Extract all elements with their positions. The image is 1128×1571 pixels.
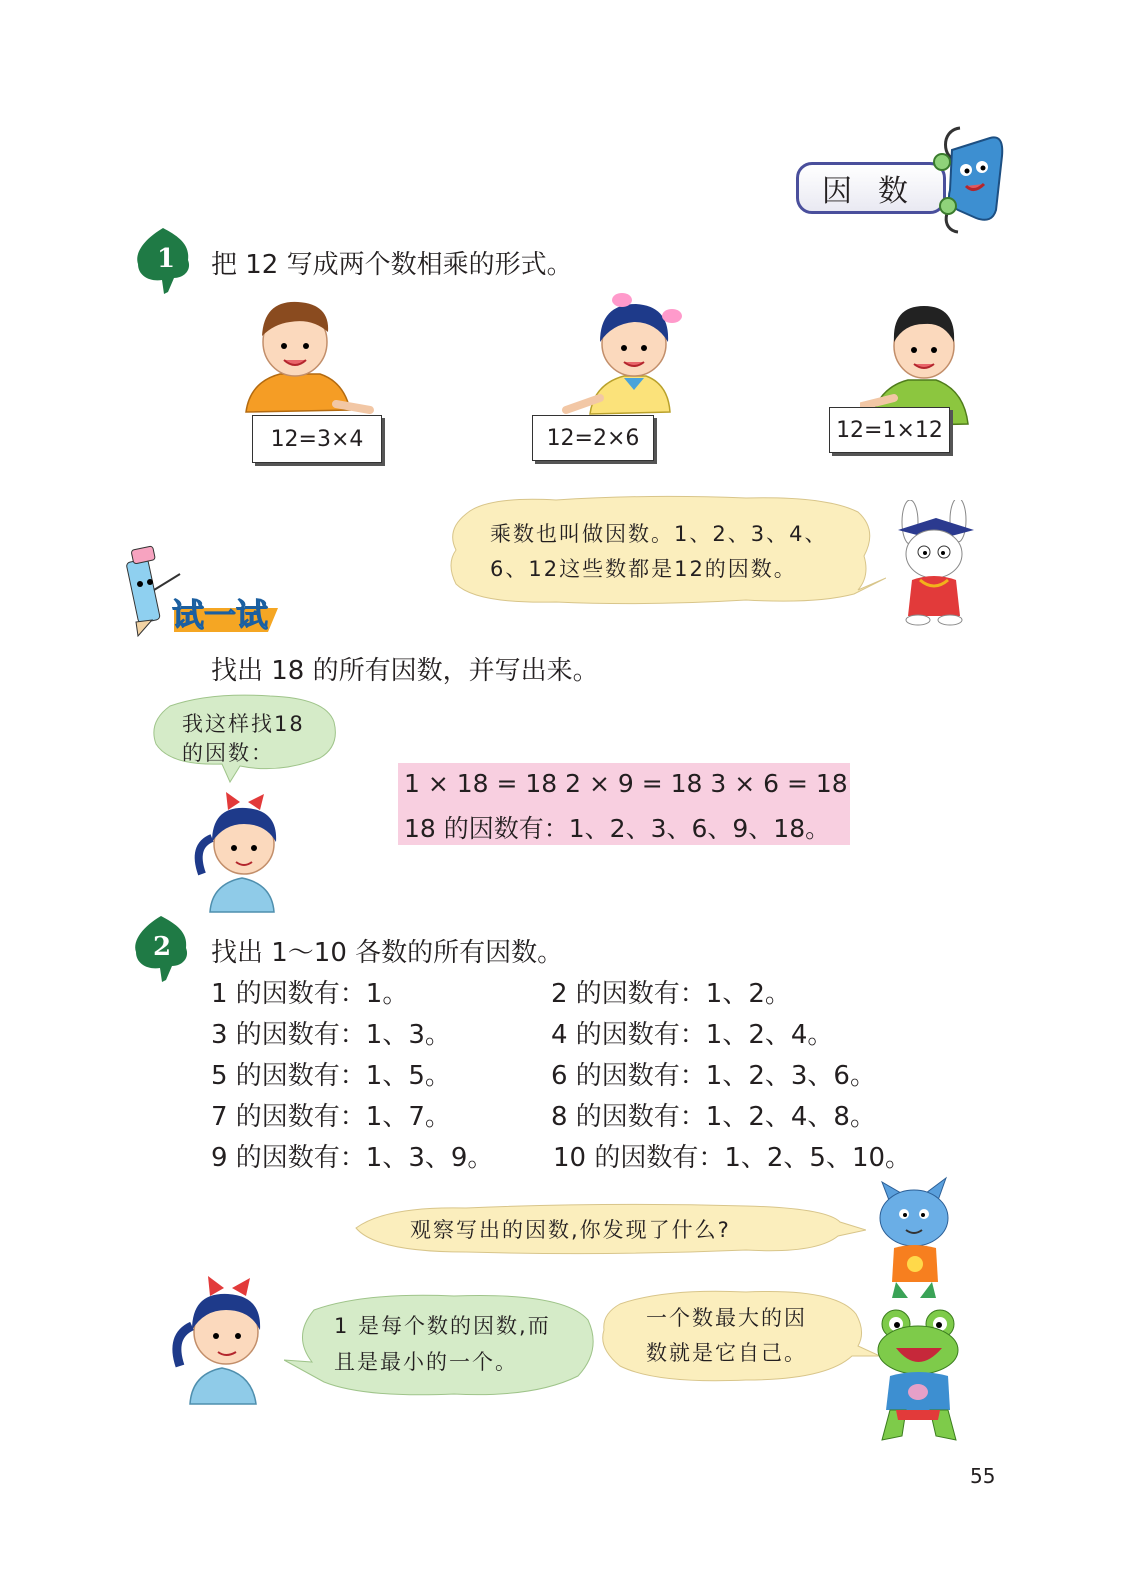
rabbit-teacher-icon xyxy=(884,500,984,630)
factor-line: 5 的因数有：1、5。 xyxy=(211,1061,451,1091)
example-prompt: 把 12 写成两个数相乘的形式。 xyxy=(211,250,573,280)
cat-bubble-text: 观察写出的因数,你发现了什么? xyxy=(410,1218,731,1242)
frog-mascot-icon xyxy=(866,1306,976,1446)
factor-line: 4 的因数有：1、2、4。 xyxy=(551,1020,834,1050)
work-equations: 1 × 18 = 18 2 × 9 = 18 3 × 6 = 18 xyxy=(404,769,848,798)
girl-figure-icon xyxy=(166,1270,278,1406)
page-title: 因数 xyxy=(822,174,934,209)
title-badge xyxy=(796,162,946,214)
rabbit-bubble-line: 乘数也叫做因数。1、2、3、4、 xyxy=(490,522,828,546)
girl-figure-icon xyxy=(186,788,296,914)
example-number: 2 xyxy=(153,932,172,962)
work-result: 18 的因数有：1、2、3、6、9、18。 xyxy=(404,814,831,843)
frog-bubble-line: 数就是它自己。 xyxy=(646,1341,807,1365)
try-it-label: 试一试 xyxy=(172,596,269,634)
factor-line: 2 的因数有：1、2。 xyxy=(551,979,791,1009)
equation-card: 12=2×6 xyxy=(532,415,654,461)
example-prompt: 找出 1～10 各数的所有因数。 xyxy=(211,938,564,968)
factor-line: 10 的因数有：1、2、5、10。 xyxy=(553,1143,912,1173)
girl-figure-icon xyxy=(560,286,700,426)
girl-bubble-line: 1 是每个数的因数,而 xyxy=(334,1314,551,1338)
equation-card: 12=3×4 xyxy=(252,415,382,463)
factor-line: 6 的因数有：1、2、3、6。 xyxy=(551,1061,876,1091)
cat-mascot-icon xyxy=(862,1174,972,1300)
boy-figure-icon xyxy=(240,292,380,422)
factor-line: 3 的因数有：1、3。 xyxy=(211,1020,451,1050)
speech-bubble-shape xyxy=(596,1286,880,1386)
try-it-prompt: 找出 18 的所有因数，并写出来。 xyxy=(211,656,599,686)
page-number: 55 xyxy=(970,1464,996,1488)
girl-bubble-line: 我这样找18 xyxy=(182,712,305,736)
rabbit-bubble-line: 6、12这些数都是12的因数。 xyxy=(490,557,797,581)
mouse-mascot-icon xyxy=(930,120,1010,240)
example-number: 1 xyxy=(157,244,176,274)
girl-bubble-line: 的因数： xyxy=(182,741,274,765)
equation-card: 12=1×12 xyxy=(829,407,950,453)
girl-bubble-line: 且是最小的一个。 xyxy=(334,1350,518,1374)
frog-bubble-line: 一个数最大的因 xyxy=(646,1306,807,1330)
work-box xyxy=(398,763,850,845)
speech-bubble-shape xyxy=(446,494,886,606)
factor-line: 9 的因数有：1、3、9。 xyxy=(211,1143,494,1173)
factor-line: 8 的因数有：1、2、4、8。 xyxy=(551,1102,876,1132)
factor-line: 1 的因数有：1。 xyxy=(211,979,409,1009)
factor-line: 7 的因数有：1、7。 xyxy=(211,1102,451,1132)
